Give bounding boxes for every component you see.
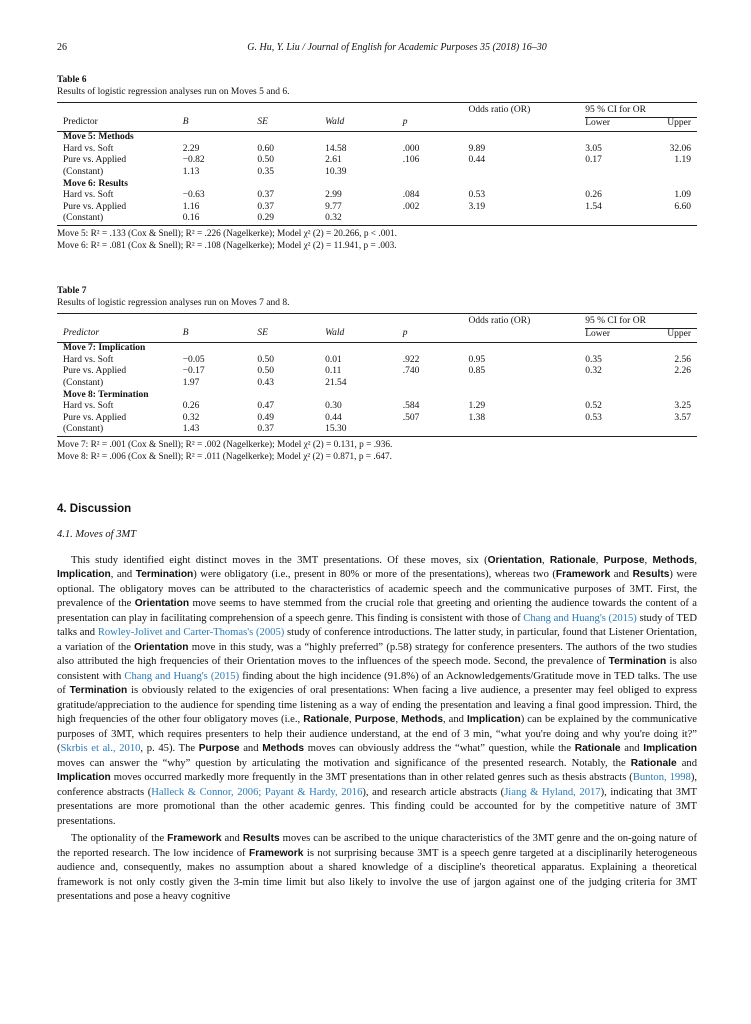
move-name: Results <box>632 569 670 581</box>
table-cell: 0.44 <box>325 412 342 423</box>
text-run: and <box>620 743 644 755</box>
column-header: Upper <box>663 117 697 132</box>
table-cell: 14.58 <box>325 143 347 154</box>
table-cell: Hard vs. Soft <box>63 190 114 201</box>
table-cell <box>585 213 663 225</box>
text-run: , and <box>443 714 467 726</box>
table-cell: 32.06 <box>669 143 691 154</box>
table-cell: Pure vs. Applied <box>63 412 127 423</box>
citation-link[interactable]: Jiang & Hyland, 2017 <box>504 786 601 798</box>
text-run: ), indicating that 3MT presentations are more promotional than the other academic genres. This finding could be accounted for by the competitive nature of 3MT presentations. <box>57 786 697 827</box>
table-row <box>57 401 697 413</box>
table-cell: 1.16 <box>182 201 200 212</box>
column-header: Lower <box>585 328 663 343</box>
text-run: This study identified eight distinct moves in the 3MT presentations. Of these moves, six ( <box>71 554 488 566</box>
table-cell: Hard vs. Soft <box>63 401 114 412</box>
move-name: Orientation <box>487 554 542 566</box>
table-cell: −0.63 <box>182 190 205 201</box>
table-row <box>57 190 697 202</box>
text-run: , p. 45). The <box>140 743 199 755</box>
table-row <box>57 424 697 436</box>
move-name: Purpose <box>603 554 645 566</box>
text-run: move seems to have stemmed from the crucial role that greeting and orienting the audience towards the content of a presentation can play in facilitating comprehension of a speech genre. This finding is consistent with those of <box>57 598 697 624</box>
table-6 <box>57 102 697 226</box>
body-paragraph <box>57 554 697 830</box>
text-run: ) were obligatory (i.e., present in 80% or more of the presentations), whereas two ( <box>193 569 556 581</box>
table-cell: 2.26 <box>674 366 691 377</box>
table-cell: 10.39 <box>325 166 347 177</box>
table-cell: 1.13 <box>182 166 200 177</box>
table-cell: 0.43 <box>257 377 275 388</box>
text-run: is not surprising because 3MT is a speech genre targeted at a disciplinarily heterogeneous audience and, consequently, makes no assumption about a shared knowledge of a discipline's theoretical apparatus. Explaining a theoretical framework is not only costly given the 3-min time limit but also likely to involve the use of jargon against one of the judging criteria for 3MT presentations and pose a heavy cognitive <box>57 847 697 903</box>
column-header: p <box>403 328 469 343</box>
move-name: Rationale <box>303 714 350 726</box>
table-cell <box>663 424 697 436</box>
text-run: , <box>541 554 550 566</box>
text-run: ), conference abstracts ( <box>57 772 697 798</box>
section-heading: 4. Discussion <box>57 502 132 515</box>
text-run: ) were optional. The obligatory moves can be attributed to the characteristics of academic speech and the communicative purposes of 3MT. First, the prevalence of the <box>57 569 698 610</box>
table-cell: 0.60 <box>257 143 275 154</box>
table-cell: 6.60 <box>674 201 691 212</box>
table-label: Table 6 <box>57 75 87 85</box>
header-row <box>57 328 697 343</box>
table-cell: 0.44 <box>468 155 486 166</box>
column-header: SE <box>257 117 325 132</box>
move-name: Orientation <box>134 641 189 653</box>
table-row <box>57 213 697 225</box>
column-header: Wald <box>325 328 403 343</box>
table-cell <box>663 167 697 179</box>
table-cell: −0.05 <box>182 354 205 365</box>
table-cell: 1.19 <box>674 155 691 166</box>
table-cell: 0.26 <box>182 401 200 412</box>
table-row <box>57 167 697 179</box>
table-cell: .507 <box>402 412 420 423</box>
text-run: is obviously related to the exigencies of oral presentations: When facing a live audience, a presenter may feel obliged to express gratitude/appreciation to the audience for spending time listening as a way of ending the presentation and leaving a final good impression. Third, the high frequencies of the other four obligatory moves (i.e., <box>57 685 697 726</box>
table-cell: 0.32 <box>182 412 200 423</box>
table-cell: 3.19 <box>468 201 486 212</box>
table-cell: 9.89 <box>468 143 486 154</box>
table-6-block <box>57 74 697 252</box>
citation-link[interactable]: Halleck & Connor, 2006; Payant & Hardy, 2016 <box>151 786 363 798</box>
table-cell: −0.17 <box>182 366 205 377</box>
table-cell <box>663 378 697 390</box>
text-run: , and <box>110 569 136 581</box>
subsection-heading: 4.1. Moves of 3MT <box>57 528 137 540</box>
text-run: moves can answer the “why” question by articulating the motivation and significance of the presented research. Notably, the <box>57 757 631 769</box>
table-cell: (Constant) <box>63 166 104 177</box>
text-run: , <box>694 554 698 566</box>
column-header: Wald <box>325 117 403 132</box>
table-cell <box>469 424 586 436</box>
table-cell: 1.54 <box>585 201 602 212</box>
move-name: Methods <box>401 714 444 726</box>
table-cell: −0.82 <box>182 155 205 166</box>
body-paragraph <box>57 832 697 905</box>
table-cell <box>403 167 469 179</box>
text-run: ) can be explained by the communicative purposes of 3MT, which requires presenters to help their audience understand, at the end of 3 min, “what you're doing and why you're doing it?” ( <box>57 714 698 755</box>
table-cell: 0.32 <box>325 213 403 225</box>
table-cell <box>469 378 586 390</box>
table-cell: (Constant) <box>63 377 104 388</box>
table-cell <box>585 424 663 436</box>
table-cell <box>403 213 469 225</box>
table-cell: Pure vs. Applied <box>63 366 127 377</box>
table-row <box>57 366 697 378</box>
or-header: Odds ratio (OR) <box>469 313 586 328</box>
table-cell: 0.49 <box>257 412 275 423</box>
move-name: Implication <box>643 743 698 755</box>
text-run: moves occurred markedly more frequently in the 3MT presentations than in other related genres such as thesis abstracts ( <box>110 772 633 784</box>
table-cell: 0.17 <box>585 155 602 166</box>
table-cell: 0.53 <box>468 190 486 201</box>
table-cell: .740 <box>402 366 420 377</box>
table-cell: 15.30 <box>325 424 403 436</box>
table-cell: Hard vs. Soft <box>63 143 114 154</box>
move-name: Framework <box>249 847 304 859</box>
move-name: Implication <box>466 714 521 726</box>
column-header: Lower <box>585 117 663 132</box>
table-cell: 1.09 <box>674 190 691 201</box>
text-run: , <box>595 554 604 566</box>
move-name: Framework <box>555 569 611 581</box>
table-cell: 0.32 <box>585 366 602 377</box>
table-row <box>57 155 697 167</box>
table-row <box>57 355 697 367</box>
table-row <box>57 413 697 425</box>
table-cell: 0.37 <box>257 424 325 436</box>
table-cell: .084 <box>402 190 420 201</box>
table-cell: 9.77 <box>325 201 342 212</box>
table-note: Move 5: R² = .133 (Cox & Snell); R² = .226 (Nagelkerke); Model χ² (2) = 20.266, p < .001. <box>57 228 397 239</box>
table-cell: 0.95 <box>468 354 486 365</box>
table-7-block <box>57 285 697 463</box>
table-cell: .584 <box>402 401 420 412</box>
table-cell: 0.26 <box>585 190 602 201</box>
text-run: , <box>644 554 653 566</box>
table-cell: 0.11 <box>325 366 342 377</box>
table-row <box>57 378 697 390</box>
text-run: moves can obviously address the “what” question, while the <box>304 743 575 755</box>
move-name: Termination <box>135 569 194 581</box>
table-cell: 0.53 <box>585 412 602 423</box>
text-run: The optionality of the <box>71 833 168 845</box>
column-header: B <box>183 117 258 132</box>
move-name: Rationale <box>630 757 677 769</box>
move-name: Purpose <box>354 714 396 726</box>
table-cell: .000 <box>402 143 420 154</box>
text-run: and <box>610 569 633 581</box>
table-7 <box>57 313 697 437</box>
group-heading: Move 7: Implication <box>63 343 146 354</box>
table-cell <box>663 213 697 225</box>
move-name: Methods <box>652 554 695 566</box>
table-row <box>57 202 697 214</box>
citation-link[interactable]: Chang and Huang's (2015) <box>523 612 637 624</box>
text-run: and <box>239 743 263 755</box>
group-heading: Move 8: Termination <box>63 389 149 400</box>
move-name: Implication <box>57 569 111 581</box>
table-note: Move 8: R² = .006 (Cox & Snell); R² = .011 (Nagelkerke); Model χ² (2) = 0.871, p = .647. <box>57 451 392 462</box>
move-name: Framework <box>167 833 222 845</box>
table-cell: 0.35 <box>257 166 275 177</box>
table-cell <box>403 378 469 390</box>
table-cell: 1.43 <box>183 424 258 436</box>
move-name: Implication <box>57 772 111 784</box>
text-run: , <box>395 714 402 726</box>
table-cell <box>403 424 469 436</box>
table-cell: 0.50 <box>257 155 275 166</box>
table-cell: 0.50 <box>257 366 275 377</box>
text-run: , <box>349 714 355 726</box>
table-cell: 2.29 <box>182 143 200 154</box>
table-cell <box>585 378 663 390</box>
table-cell: (Constant) <box>57 424 183 436</box>
citation-link[interactable]: Bunton, 1998 <box>632 772 691 784</box>
move-name: Purpose <box>198 743 240 755</box>
column-header: Upper <box>663 328 697 343</box>
ci-header: 95 % CI for OR <box>585 313 697 328</box>
table-cell <box>469 213 586 225</box>
page <box>57 40 697 905</box>
move-name: Methods <box>262 743 305 755</box>
table-cell: 0.37 <box>257 201 275 212</box>
running-header <box>57 42 697 58</box>
table-label: Table 7 <box>57 285 87 296</box>
table-cell: 1.38 <box>468 412 486 423</box>
group-heading: Move 6: Results <box>63 178 128 189</box>
header-row <box>57 117 697 132</box>
table-cell: .002 <box>402 201 420 212</box>
table-cell: 0.50 <box>257 354 275 365</box>
table-cell <box>469 167 586 179</box>
table-cell: 0.30 <box>325 401 342 412</box>
table-cell: 3.05 <box>585 143 602 154</box>
page-number: 26 <box>57 42 67 53</box>
table-cell: .922 <box>402 354 420 365</box>
table-cell: (Constant) <box>57 213 183 225</box>
table-cell: 0.47 <box>257 401 275 412</box>
move-name: Orientation <box>134 598 190 610</box>
text-run: and <box>676 757 698 769</box>
table-cell: 0.01 <box>325 354 342 365</box>
move-name: Rationale <box>549 554 596 566</box>
table-cell: 3.25 <box>674 401 691 412</box>
table-cell: 0.52 <box>585 401 602 412</box>
text-run: study of TED talks and <box>57 612 697 639</box>
table-row <box>57 144 697 156</box>
column-header: B <box>183 328 258 343</box>
text-run: moves can be ascribed to the unique characteristics of the 3MT genre and the on-going nature of the reported research. The low incidence of <box>57 833 698 859</box>
column-header: Predictor <box>57 328 183 343</box>
move-name: Rationale <box>574 743 621 755</box>
table-cell: Pure vs. Applied <box>63 155 127 166</box>
table-cell: Pure vs. Applied <box>63 201 127 212</box>
table-cell: 1.97 <box>182 377 200 388</box>
move-name: Termination <box>608 656 667 668</box>
table-title: Results of logistic regression analyses run on Moves 5 and 6. <box>57 87 290 97</box>
text-run: move in this study, was a “highly preferred” (p.58) strategy for conference presenters. The authors of the two studies also attributed the high frequencies of their Orientation moves to the influences of the speech mode. Second, the prevalence of <box>57 641 697 668</box>
text-run: ), and research article abstracts ( <box>362 786 505 798</box>
table-cell: 0.35 <box>585 354 602 365</box>
move-name: Termination <box>69 685 128 697</box>
text-run: finding about the high incidence (91.8%) of an Acknowledgements/Gratitude move in TED talks. The use of <box>57 670 697 697</box>
table-cell: 2.56 <box>674 354 691 365</box>
citation-link[interactable]: Skrbis et al., 2010 <box>60 743 141 755</box>
table-cell: 21.54 <box>325 377 347 388</box>
group-heading: Move 5: Methods <box>63 132 134 143</box>
ci-header: 95 % CI for OR <box>585 103 697 118</box>
citation-link[interactable]: Chang and Huang's (2015) <box>124 670 240 682</box>
table-cell: Hard vs. Soft <box>63 354 114 365</box>
or-header: Odds ratio (OR) <box>469 103 586 118</box>
text-run: and <box>221 833 243 845</box>
table-cell <box>585 167 663 179</box>
table-cell: .106 <box>402 155 420 166</box>
table-cell: 0.16 <box>183 213 258 225</box>
table-cell: 0.29 <box>257 213 325 225</box>
text-run: is also consistent with <box>57 656 697 682</box>
table-cell: 0.85 <box>468 366 486 377</box>
table-title: Results of logistic regression analyses run on Moves 7 and 8. <box>57 297 290 308</box>
journal-citation: G. Hu, Y. Liu / Journal of English for Academic Purposes 35 (2018) 16–30 <box>247 42 547 53</box>
table-cell: 0.37 <box>257 190 275 201</box>
move-name: Results <box>242 833 280 845</box>
text-run: study of conference introductions. The latter study, in particular, found that Listener Orientation, a variation of the <box>57 627 698 653</box>
column-header: p <box>403 117 469 132</box>
column-header: SE <box>257 328 325 343</box>
table-cell: 1.29 <box>468 401 486 412</box>
table-cell: 2.99 <box>325 190 342 201</box>
column-header: Predictor <box>57 117 183 132</box>
table-cell: 3.57 <box>674 412 691 423</box>
citation-link[interactable]: Rowley-Jolivet and Carter-Thomas's (2005) <box>97 627 285 639</box>
table-note: Move 7: R² = .001 (Cox & Snell); R² = .002 (Nagelkerke); Model χ² (2) = 0.131, p = .936. <box>57 439 393 450</box>
table-note: Move 6: R² = .081 (Cox & Snell); R² = .108 (Nagelkerke); Model χ² (2) = 11.941, p = .003. <box>57 240 397 251</box>
table-cell: 2.61 <box>325 155 342 166</box>
